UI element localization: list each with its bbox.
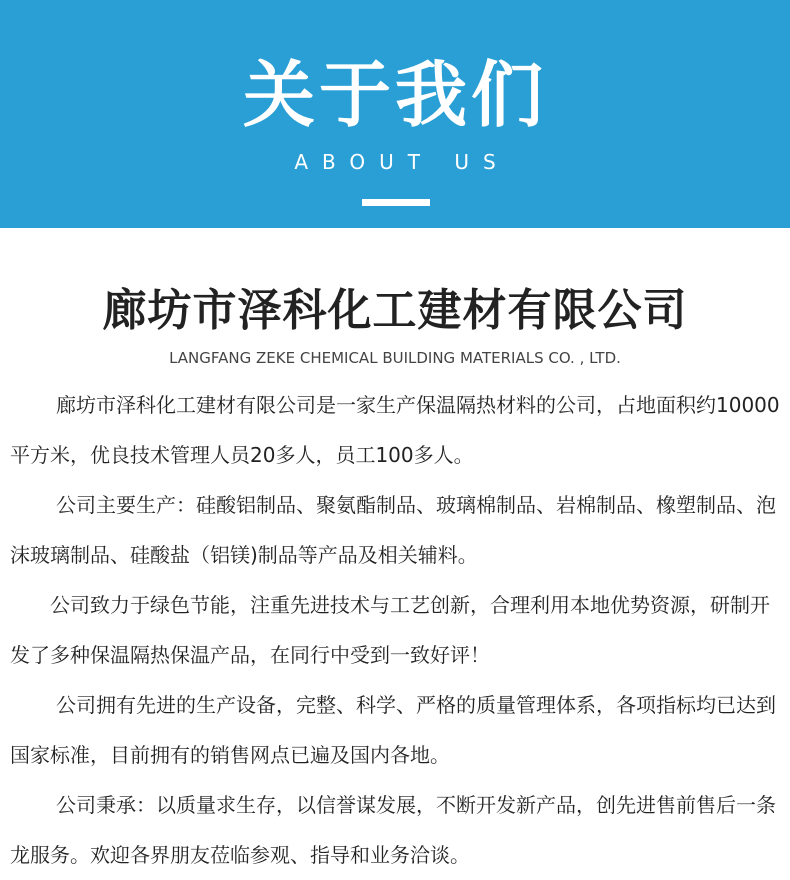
banner-divider [362, 199, 430, 206]
banner-title: 关于我们 [242, 53, 547, 137]
intro-paragraph-3: 公司致力于绿色节能，注重先进技术与工艺创新，合理利用本地优势资源，研制开发了多种保温隔热保温产品，在同行中受到一致好评！ [10, 593, 770, 667]
header-banner [0, 0, 790, 228]
company-name: 廊坊市泽科化工建材有限公司 [102, 285, 688, 336]
intro-paragraph-4: 公司拥有先进的生产设备，完整、科学、严格的质量管理体系，各项指标均已达到国家标准，目前拥有的销售网点已遍及国内各地。 [10, 693, 776, 767]
intro-paragraph-1: 廊坊市泽科化工建材有限公司是一家生产保温隔热材料的公司，占地面积约10000平方米，优良技术管理人员20多人，员工100多人。 [10, 393, 780, 467]
intro-paragraph-5: 公司秉承：以质量求生存，以信誉谋发展，不断开发新产品，创先进售前售后一条龙服务。欢迎各界朋友莅临参观、指导和业务洽谈。 [10, 793, 776, 867]
company-english-name: LANGFANG ZEKE CHEMICAL BUILDING MATERIALS CO. , LTD. [169, 349, 621, 367]
banner-subtitle: ABOUT US [294, 150, 510, 174]
intro-paragraph-2: 公司主要生产：硅酸铝制品、聚氨酯制品、玻璃棉制品、岩棉制品、橡塑制品、泡沫玻璃制品、硅酸盐（铝镁)制品等产品及相关辅料。 [10, 493, 776, 567]
